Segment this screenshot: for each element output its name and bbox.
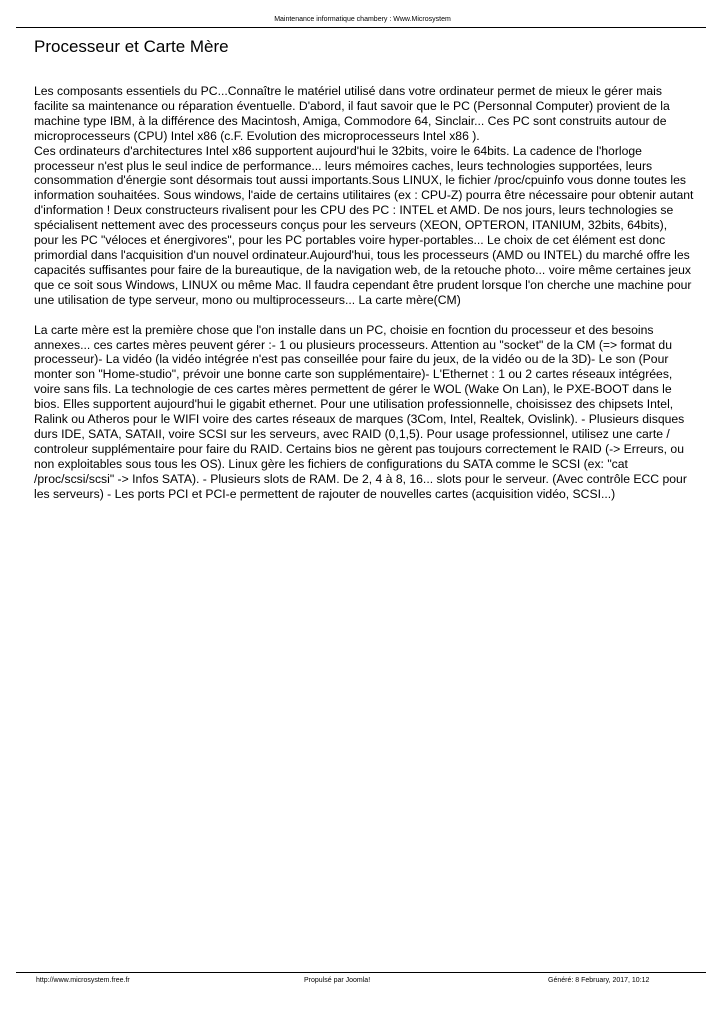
article-body <box>34 84 694 501</box>
page-title: Processeur et Carte Mère <box>34 37 229 56</box>
footer-powered-by: Propulsé par Joomla! <box>304 977 371 984</box>
footer-generated-date: Généré: 8 February, 2017, 10:12 <box>548 977 650 984</box>
header-site-text: Maintenance informatique chambery : Www.Microsystem <box>274 16 451 23</box>
article-paragraph: La carte mère est la première chose que l'on installe dans un PC, choisie en focntion du processeur et des besoins annexes... ces cartes mères peuvent gérer :- 1 ou plusieurs processeurs. Attention au "socket" de la CM (=> format du processeur)- La vidéo (la vidéo intégrée n'est pas conseillée pour faire du jeux, de la vidéo ou de la 3D)- Le son (Pour monter son "Home-studio", prévoir une bonne carte son supplémentaire)- L'Ethernet : 1 ou 2 cartes réseaux intégrées, voire sans fils. La technologie de ces cartes mères permettent de gérer le WOL (Wake On Lan), le PXE-BOOT dans le bios. Elles supportent aujourd'hui le gigabit ethernet. Pour une utilisation professionnelle, choisissez des chipsets Intel, Ralink ou Atheros pour le WIFI voire des cartes réseaux de marques (3Com, Intel, Realtek, Ovislink). - Plusieurs disques durs IDE, SATA, SATAII, voire SCSI sur les serveurs, avec RAID (0,1,5). Pour usage professionnel, utilisez une carte / controleur supplémentaire pour faire du RAID. Certains bios ne gèrent pas toujours correctement le RAID (-> Erreurs, ou non exploitables sous tous les OS). Linux gère les fichiers de configurations du SATA comme le SCSI (ex: "cat /proc/scsi/scsi" -> Infos SATA). - Plusieurs slots de RAM. De 2, 4 à 8, 16... slots pour le serveur. (Avec contrôle ECC pour les serveurs) - Les ports PCI et PCI-e permettent de rajouter de nouvelles cartes (acquisition vidéo, SCSI...) <box>34 322 687 501</box>
footer-divider <box>16 972 706 973</box>
header-divider <box>16 27 706 28</box>
footer-url-link[interactable]: http://www.microsystem.free.fr <box>36 977 130 984</box>
article-paragraph: Ces ordinateurs d'architectures Intel x86 supportent aujourd'hui le 32bits, voire le 64bits. La cadence de l'horloge processeur n'est plus le seul indice de performance... leurs mémoires caches, leurs technologies supportées, leurs consommation d'énergie sont désormais tout aussi importants.Sous LINUX, le fichier /proc/cpuinfo vous donne toutes les information souhaitées. Sous windows, l'aide de certains utilitaires (ex : CPU-Z) pourra être nécessaire pour obtenir autant d'information ! Deux constructeurs rivalisent pour les CPU des PC : INTEL et AMD. De nos jours, leurs technologies se spécialisent nettement avec des processeurs conçus pour les serveurs (XEON, OPTERON, ITANIUM, 32bits, 64bits), pour les PC "véloces et énergivores", pour les PC portables voire hyper-portables... Le choix de cet élément est donc primordial dans l'acquisition d'un nouvel ordinateur.Aujourd'hui, tous les processeurs (AMD ou INTEL) du marché offre les capacités suffisantes pour faire de la bureautique, de la navigation web, de la retouche photo... voire même certaines jeux que ce soit sous Windows, LINUX ou même Mac. Il faudra cependant être prudent lorsque l'on cherche une machine pour une utilisation de type serveur, mono ou multiprocesseurs... La carte mère(CM) <box>34 143 694 307</box>
page-header <box>0 15 725 24</box>
article-paragraph: Les composants essentiels du PC...Connaître le matériel utilisé dans votre ordinateur permet de mieux le gérer mais facilite sa maintenance ou réparation éventuelle. D'abord, il faut savoir que le PC (Personnal Computer) provient de la machine type IBM, à la différence des Macintosh, Amiga, Commodore 64, Sinclair... Ces PC sont construits autour de microprocesseurs (CPU) Intel x86 (c.F. Evolution des microprocesseurs Intel x86 ). <box>34 84 670 143</box>
page-footer <box>36 976 696 986</box>
